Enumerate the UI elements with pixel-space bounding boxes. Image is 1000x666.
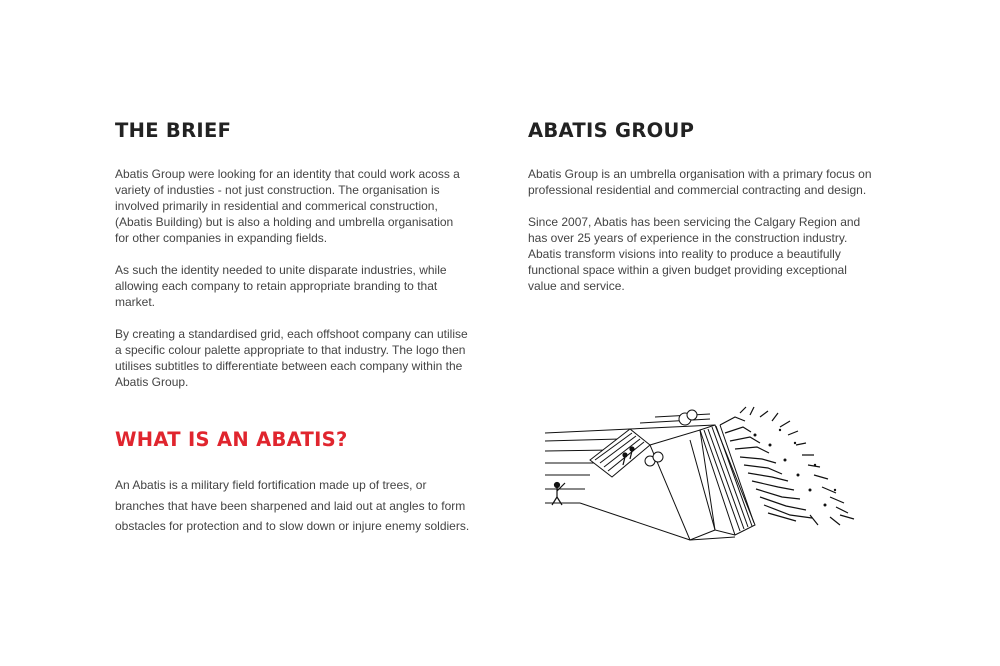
group-title: ABATIS GROUP — [528, 119, 695, 142]
brief-title: THE BRIEF — [115, 119, 232, 142]
brief-paragraph-1: Abatis Group were looking for an identity that could work acoss a variety of industies - not just construction. The organisation is involved primarily in residential and commerical construction, (Abatis Building) but is also a holding and umbrella organisation for other companies in expanding fields. — [115, 167, 460, 245]
brief-paragraph-2: As such the identity needed to unite disparate industries, while allowing each company to retain appropriate branding to that market. — [115, 263, 447, 309]
fortification-drawing — [540, 405, 865, 545]
abatis-illustration — [540, 405, 865, 545]
abatis-section — [115, 427, 470, 553]
group-paragraph-2: Since 2007, Abatis has been servicing the Calgary Region and has over 25 years of experience in the construction industry. Abatis transform visions into reality to produce a beautifully functional space within a given budget providing exceptional value and service. — [528, 215, 861, 293]
brief-paragraph-3: By creating a standardised grid, each offshoot company can utilise a specific colour palette appropriate to that industry. The logo then utilises subtitles to differentiate between each company within the Abatis Group. — [115, 327, 468, 389]
brief-section — [115, 118, 470, 406]
abatis-title: WHAT IS AN ABATIS? — [115, 428, 348, 451]
abatis-paragraph: An Abatis is a military field fortification made up of trees, or branches that have been sharpened and laid out at angles to form obstacles for protection and to slow down or injure enemy soldiers. — [115, 478, 470, 533]
group-paragraph-1: Abatis Group is an umbrella organisation with a primary focus on professional residential and commercial contracting and design. — [528, 167, 872, 197]
group-section — [528, 118, 878, 310]
